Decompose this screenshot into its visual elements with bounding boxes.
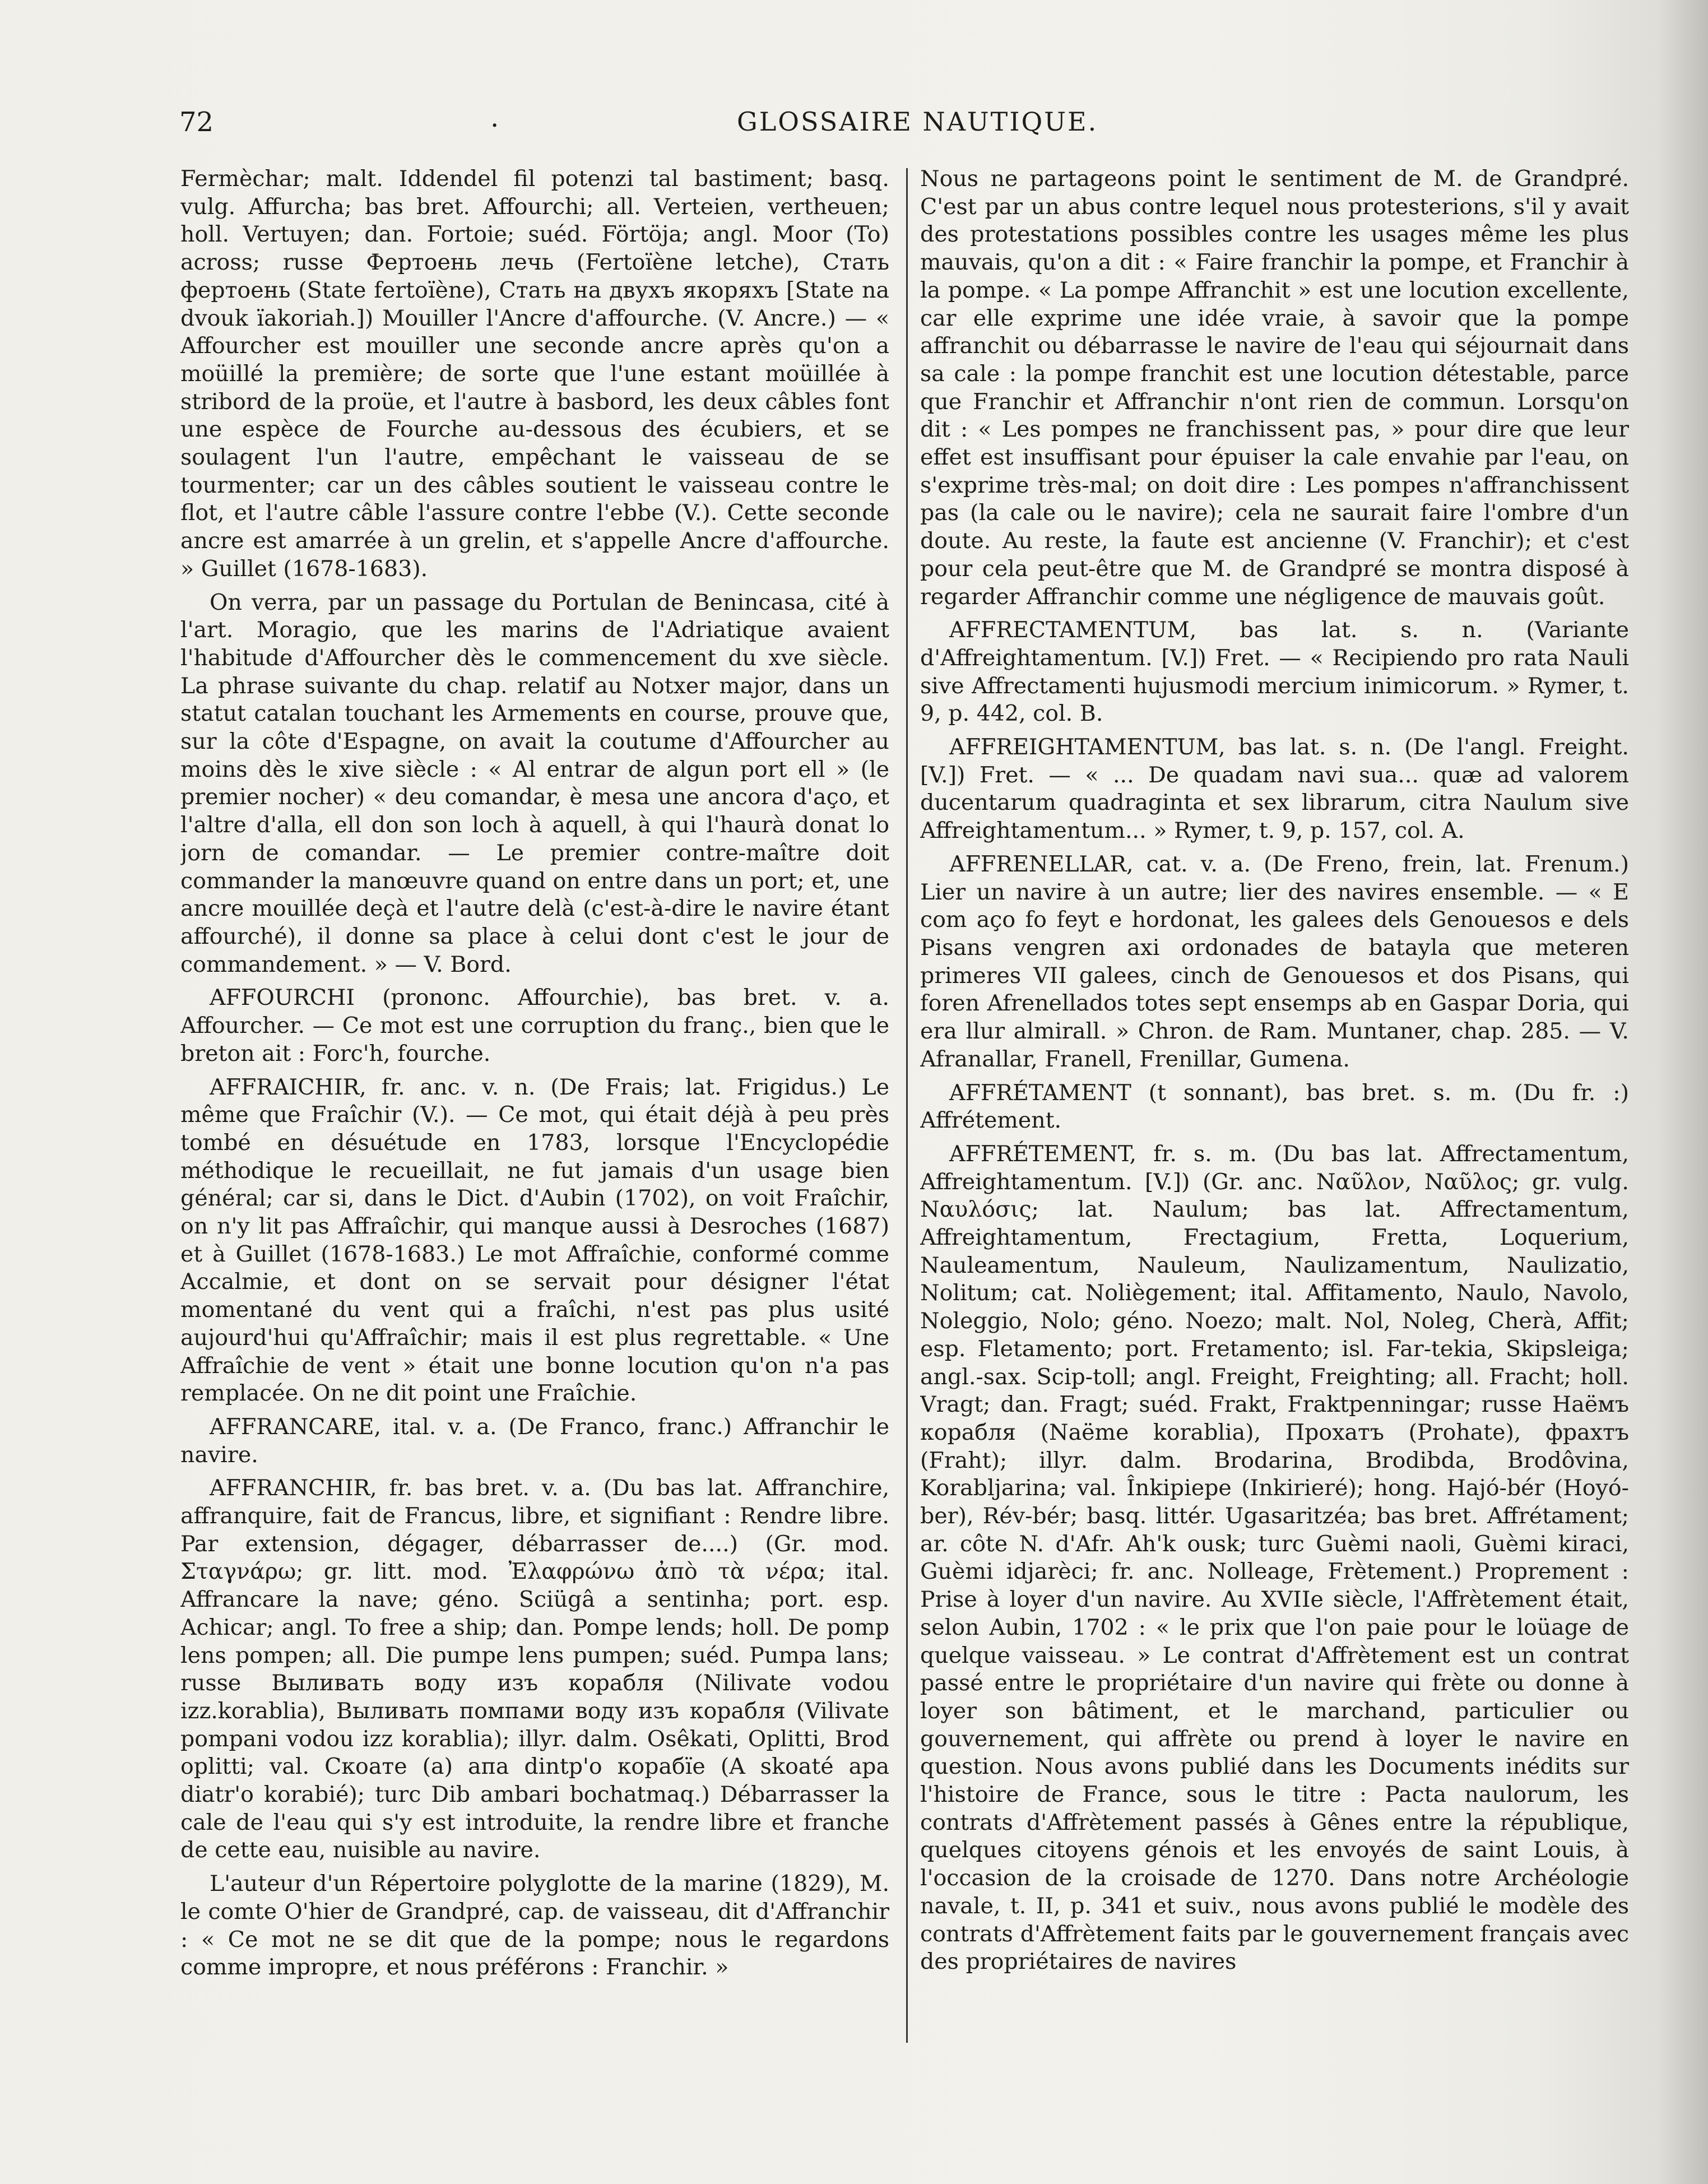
paragraph-affranchir-continued: Nous ne partageons point le sentiment de M. de Grandpré. C'est par un abus contre lequel nous protesterions, s'il y avait des protestations possibles contre les usages même les plus mauvais, qu'on a dit : « Faire franchir la pompe, et Franchir à la pompe. « La pompe Affranchit » est une locution excellente, car elle exprime une idée vraie, à savoir que la pompe affranchit ou débarrasse le navire de l'eau qui séjournait dans sa cale : la pompe franchit est une locution détestable, parce que Franchir et Affranchir n'ont rien de commun. Lorsqu'on dit : « Les pompes ne franchissent pas, » pour dire que leur effet est insuffisant pour épuiser la cale envahie par l'eau, on s'exprime très-mal; on doit dire : Les pompes n'affranchissent pas (la cale ou le navire); cela ne saurait faire l'ombre d'un doute. Au reste, la faute est ancienne (V. Franchir); et c'est pour cela peut-être que M. de Grandpré se montra disposé à regarder Affranchir comme une négligence de mauvais goût. <box>920 166 1629 610</box>
entry-affourcher-continued: Fermèchar; malt. Iddendel fil potenzi tal bastiment; basq. vulg. Affurcha; bas bret. Affourchi; all. Verteien, vertheuen; holl. Vertuyen; dan. Fortoie; suéd. Förtöja; angl. Moor (To) across; russe Фертоень лечь (Fertoïène letche), Стать фертоень (State fertoïène), Стать на двухъ якоряхъ [State na dvouk ïakoriah.]) Mouiller l'Ancre d'affourche. (V. Ancre.) — « Affourcher est mouiller une seconde ancre après qu'on a moüillé la première; de sorte que l'une estant moüillée à stribord de la proüe, et l'autre à basbord, les deux câbles font une espèce de Fourche au-dessous des écubiers, et se soulagent l'un l'autre, empêchant le vaisseau de se tourmenter; car un des câbles soutient le vaisseau contre le flot, et l'autre câble l'assure contre l'ebbe (V.). Cette seconde ancre est amarrée à un grelin, et s'appelle Ancre d'affourche. » Guillet (1678-1683). <box>180 166 889 582</box>
right-column <box>920 165 1629 2071</box>
entry-affranchir: AFFRANCHIR, fr. bas bret. v. a. (Du bas lat. Affranchire, affranquire, fait de Francus, libre, et signifiant : Rendre libre. Par extension, dégager, débarrasser de....) (Gr. mod. Σταγνάρω; gr. litt. mod. Ἐλαφρώνω ἀπὸ τὰ νέρα; ital. Affrancare la nave; géno. Sciügâ a sentinha; port. esp. Achicar; angl. To free a ship; dan. Pompe lends; holl. De pomp lens pompen; all. Die pumpe lens pumpen; suéd. Pumpa lans; russe Выливать воду изъ корабля (Nilivate vodou izz.korablia), Выливать помпами воду изъ корабля (Vilivate pompani vodou izz korablia); illyr. dalm. Osêkati, Oplitti, Brod oplitti; val. Скоате (a) апа dintp'о корабïе (A skoaté apa diatr'o korabié); turc Dib ambari bochatmaq.) Débarrasser la cale de l'eau qui s'y est introduite, la rendre libre et franche de cette eau, nuisible au navire. <box>180 1475 889 1863</box>
entry-affreightamentum: AFFREIGHTAMENTUM, bas lat. s. n. (De l'angl. Freight. [V.]) Fret. — « ... De quadam navi sua... quæ ad valorem ducentarum quadraginta et sex librarum, citra Naulum sive Affreightamentum... » Rymer, t. 9, p. 157, col. A. <box>920 734 1629 844</box>
running-title: GLOSSAIRE NAUTIQUE. <box>737 106 1098 137</box>
left-column <box>180 165 889 2071</box>
entry-affourchi: AFFOURCHI (prononc. Affourchie), bas bret. v. a. Affourcher. — Ce mot est une corruption du franç., bien que le breton ait : Forc'h, fourche. <box>180 985 889 1067</box>
entry-affrancare: AFFRANCARE, ital. v. a. (De Franco, franc.) Affranchir le navire. <box>180 1413 889 1468</box>
page-edge-shadow <box>1658 0 1708 2184</box>
entry-affraichir: AFFRAICHIR, fr. anc. v. n. (De Frais; lat. Frigidus.) Le même que Fraîchir (V.). — Ce mot, qui était déjà à peu près tombé en désuétude en 1783, lorsque l'Encyclopédie méthodique le recueillait, ne fut jamais d'un usage bien général; car si, dans le Dict. d'Aubin (1702), on voit Fraîchir, on n'y lit pas Affraîchir, qui manque aussi à Desroches (1687) et à Guillet (1678-1683.) Le mot Affraîchie, conformé comme Accalmie, et dont on se servait pour désigner l'état momentané du vent qui a fraîchi, n'est pas plus usité aujourd'hui qu'Affraîchir; mais il est plus regrettable. « Une Affraîchie de vent » était une bonne locution qu'on n'a pas remplacée. On ne dit point une Fraîchie. <box>180 1074 889 1407</box>
entry-affrenellar: AFFRENELLAR, cat. v. a. (De Freno, frein, lat. Frenum.) Lier un navire à un autre; lier des navires ensemble. — « E com aço fo feyt e hordonat, les galees dels Genouesos e dels Pisans vengren axi ordonades de batayla que meteren primeres VII galees, cinch de Genouesos et dos Pisans, qui foren Afrenellados totes sept ensemps ab en Gaspar Doria, qui era llur almirall. » Chron. de Ram. Muntaner, chap. 285. — V. Afranallar, Franell, Frenillar, Gumena. <box>920 851 1629 1072</box>
entry-affrectamentum: AFFRECTAMENTUM, bas lat. s. n. (Variante d'Affreightamentum. [V.]) Fret. — « Recipiendo pro rata Nauli sive Affrectamenti hujusmodi mercium inimicorum. » Rymer, t. 9, p. 442, col. B. <box>920 617 1629 727</box>
page-number: 72 <box>179 106 214 138</box>
paragraph-benincasa: On verra, par un passage du Portulan de Benincasa, cité à l'art. Moragio, que les marins de l'Adriatique avaient l'habitude d'Affourcher dès le commencement du xve siècle. La phrase suivante du chap. relatif au Notxer major, dans un statut catalan touchant les Armements en course, prouve que, sur la côte d'Espagne, on avait la coutume d'Affourcher au moins dès le xive siècle : « Al entrar de algun port ell » (le premier nocher) « deu comandar, è mesa une ancora d'aço, et l'altre d'alla, ell don son loch à aquell, à qui l'haurà donat lo jorn de comandar. — Le premier contre-maître doit commander la manœuvre quand on entre dans un port; et, une ancre mouillée deçà et l'autre delà (c'est-à-dire le navire étant affourché), il donne sa place à celui dont c'est le jour de commandement. » — V. Bord. <box>180 589 889 977</box>
paragraph-grandpre: L'auteur d'un Répertoire polyglotte de la marine (1829), M. le comte O'hier de Grandpré, cap. de vaisseau, dit d'Affranchir : « Ce mot ne se dit que de la pompe; nous le regardons comme impropre, et nous préférons : Franchir. » <box>180 1871 889 1981</box>
entry-affretement: AFFRÉTEMENT, fr. s. m. (Du bas lat. Affrectamentum, Affreightamentum. [V.]) (Gr. anc. Ναῦλον, Ναῦλος; gr. vulg. Ναυλόσις; lat. Naulum; bas lat. Affrectamentum, Affreightamentum, Frectagium, Fretta, Loquerium, Nauleamentum, Nauleum, Naulizamentum, Naulizatio, Nolitum; cat. Noliègement; ital. Affitamento, Naulo, Navolo, Noleggio, Nolo; géno. Noezo; malt. Nol, Noleg, Cherà, Affit; esp. Fletamento; port. Fretamento; isl. Far-tekia, Skipsleiga; angl.-sax. Scip-toll; angl. Freight, Freighting; all. Fracht; holl. Vragt; dan. Fragt; suéd. Frakt, Fraktpenningar; russe Наёмъ корабля (Naëme korablia), Прохатъ (Prohate), фрахтъ (Fraht); illyr. dalm. Brodarina, Brodibda, Brodôvina, Korabljarina; val. Înkipiepe (Inkirieré); hong. Hajó-bér (Hoyó-ber), Rév-bér; basq. littér. Ugasaritzéa; bas bret. Affrétament; ar. côte N. d'Afr. Ah'k ousk; turc Guèmi naoli, Guèmi kiraci, Guèmi idjarèci; fr. anc. Nolleage, Frètement.) Proprement : Prise à loyer d'un navire. Au XVIIe siècle, l'Affrètement était, selon Aubin, 1702 : « le prix que l'on paie pour le loüage de quelque vaisseau. » Le contrat d'Affrètement est un contrat passé entre le propriétaire d'un navire qui frète ou donne à loyer son bâtiment, et le marchand, particulier ou gouvernement, qui affrète ou prend à loyer le navire en question. Nous avons publié dans les Documents inédits sur l'histoire de France, sous le titre : Pacta naulorum, les contrats d'Affrètement passés à Gênes entre la république, quelques citoyens génois et les envoyés de saint Louis, à l'occasion de la croisade de 1270. Dans notre Archéologie navale, t. II, p. 341 et suiv., nous avons publié le modèle des contrats d'Affrètement faits par le gouvernement français avec des propriétaires de navires <box>920 1140 1629 1975</box>
column-divider <box>906 168 908 2043</box>
page-header <box>179 102 1636 151</box>
header-dot: . <box>490 102 499 133</box>
entry-affretament: AFFRÉTAMENT (t sonnant), bas bret. s. m. (Du fr. :) Affrétement. <box>920 1079 1629 1134</box>
